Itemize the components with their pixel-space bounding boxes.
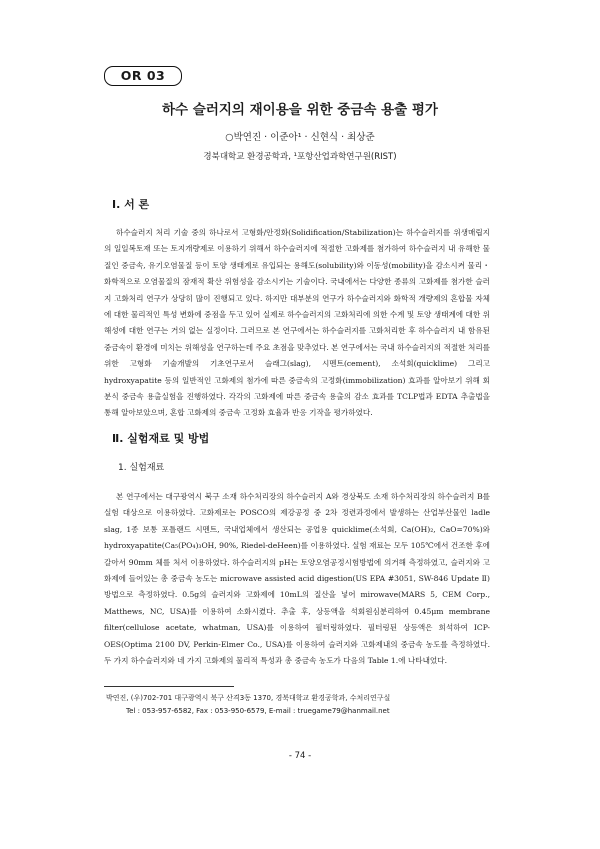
affiliation: 경북대학교 환경공학과, ¹포항산업과학연구원(RIST)	[203, 152, 397, 162]
introduction-paragraph: 하수슬러지 처리 기술 중의 하나로서 고형화/안정화(Solidification/Stabilization)는 하수슬러지를 위생매립지의 일일복토재 또는 토지개량제로 이용하기 위해서 하수슬러지에 적절한 고화제를 첨가하여 하수슬러지 내 유해한 물질인 중금속, 유기오염물질 등이 토양 생태계로 유입되는 용해도(solubility)와 이동성(mobility)을 감소시켜 물리・화학적으로 오염물질의 잠재적 확산 위험성을 감소시키는 기술이다. 국내에서는 다양한 종류의 고화제를 첨가한 슬러지 고화처리 연구가 상당히 많이 진행되고 있다. 하지만 대부분의 연구가 하수슬러지와 화학적 개량제의 혼합물 자체에 대한 물리적인 특성 변화에 중점을 두고 있어 실제로 하수슬러지의 고화처리에 의한 수계 및 토양 생태계에 대한 위해성에 대한 연구는 거의 없는 실정이다. 그러므로 본 연구에서는 하수슬러지를 고화처리한 후 하수슬러지 내 함유된 중금속이 환경에 미치는 위해성을 연구하는데 주요 초점을 맞추었다. 본 연구에서는 국내 하수슬러지의 적절한 처리를 위한 고형화 기술개발의 기초연구로서 슬래그(slag), 시멘트(cement), 소석회(quicklime) 그리고 hydroxyapatite 등의 일반적인 고화제의 첨가에 따른 중금속의 고정화(immobilization) 효과를 알아보기 위해 회분식 중금속 용출실험을 진행하였다. 각각의 고화제에 따른 중금속 용출의 감소 효과를 TCLP법과 EDTA 추출법을 통해 알아보았으며, 혼합 고화제의 중금속 고정화 효율과 반응 기작을 평가하였다.	[104, 228, 490, 418]
session-code-badge: OR 03	[104, 66, 182, 86]
footnote-contact: Tel : 053-957-6582, Fax : 053-950-6579, E-mail : truegame79@hanmail.net	[126, 707, 390, 715]
footnote-divider	[104, 686, 234, 687]
section-heading-introduction: Ⅰ. 서 론	[112, 198, 150, 211]
paper-title: 하수 슬러지의 재이용을 위한 중금속 용출 평가	[162, 102, 438, 118]
section-heading-materials-methods: Ⅱ. 실험재료 및 방법	[112, 432, 210, 445]
footnote	[106, 692, 506, 718]
subsection-heading-materials: 1. 실험재료	[118, 463, 165, 473]
materials-paragraph: 본 연구에서는 대구광역시 북구 소재 하수처리장의 하수슬러지 A와 경상북도 소재 하수처리장의 하수슬러지 B를 실험 대상으로 이용하였다. 고화제로는 POSCO의 제강공정 중 2차 정련과정에서 발생하는 산업부산물인 ladle slag, 1종 보통 포틀랜드 시멘트, 국내업체에서 생산되는 공업용 quicklime(소석회, Ca(OH)₂, CaO=70%)와 hydroxyapatite(Ca₅(PO₄)₃OH, 90%, Riedel-deHeen)를 이용하였다. 실험 재료는 모두 105℃에서 건조한 후에 갈아서 90mm 체를 처서 이용하였다. 하수슬러지의 pH는 토양오염공정시험방법에 의거해 측정하였고, 슬러지와 고화제에 들어있는 총 중금속 농도는 microwave assisted acid digestion(US EPA #3051, SW-846 Update Ⅱ) 방법으로 측정하였다. 0.5g의 슬러지와 고화제에 10mL의 질산을 넣어 mirowave(MARS 5, CEM Corp., Matthews, NC, USA)를 이용하여 소화시켰다. 추출 후, 상등액을 석회원심분리하여 0.45μm membrane filter(cellulose acetate, whatman, USA)를 이용하여 필터링하였다. 필터링된 상등액은 희석하여 ICP-OES(Optima 2100 DV, Perkin-Elmer Co., USA)를 이용하여 슬러지와 고화제내의 중금속 농도를 측정하였다. 두 가지 하수슬러지와 네 가지 고화제의 물리적 특성과 총 중금속 농도가 다음의 Table 1.에 나타내었다.	[104, 492, 490, 666]
page-number: - 74 -	[288, 751, 312, 761]
author-list: ○박연진 · 이준아¹ · 신현식 · 최상준	[225, 132, 375, 143]
footnote-address: 박연진, (우)702-701 대구광역시 북구 산격3동 1370, 경북대학교 환경공학과, 수처리연구실	[106, 694, 391, 702]
